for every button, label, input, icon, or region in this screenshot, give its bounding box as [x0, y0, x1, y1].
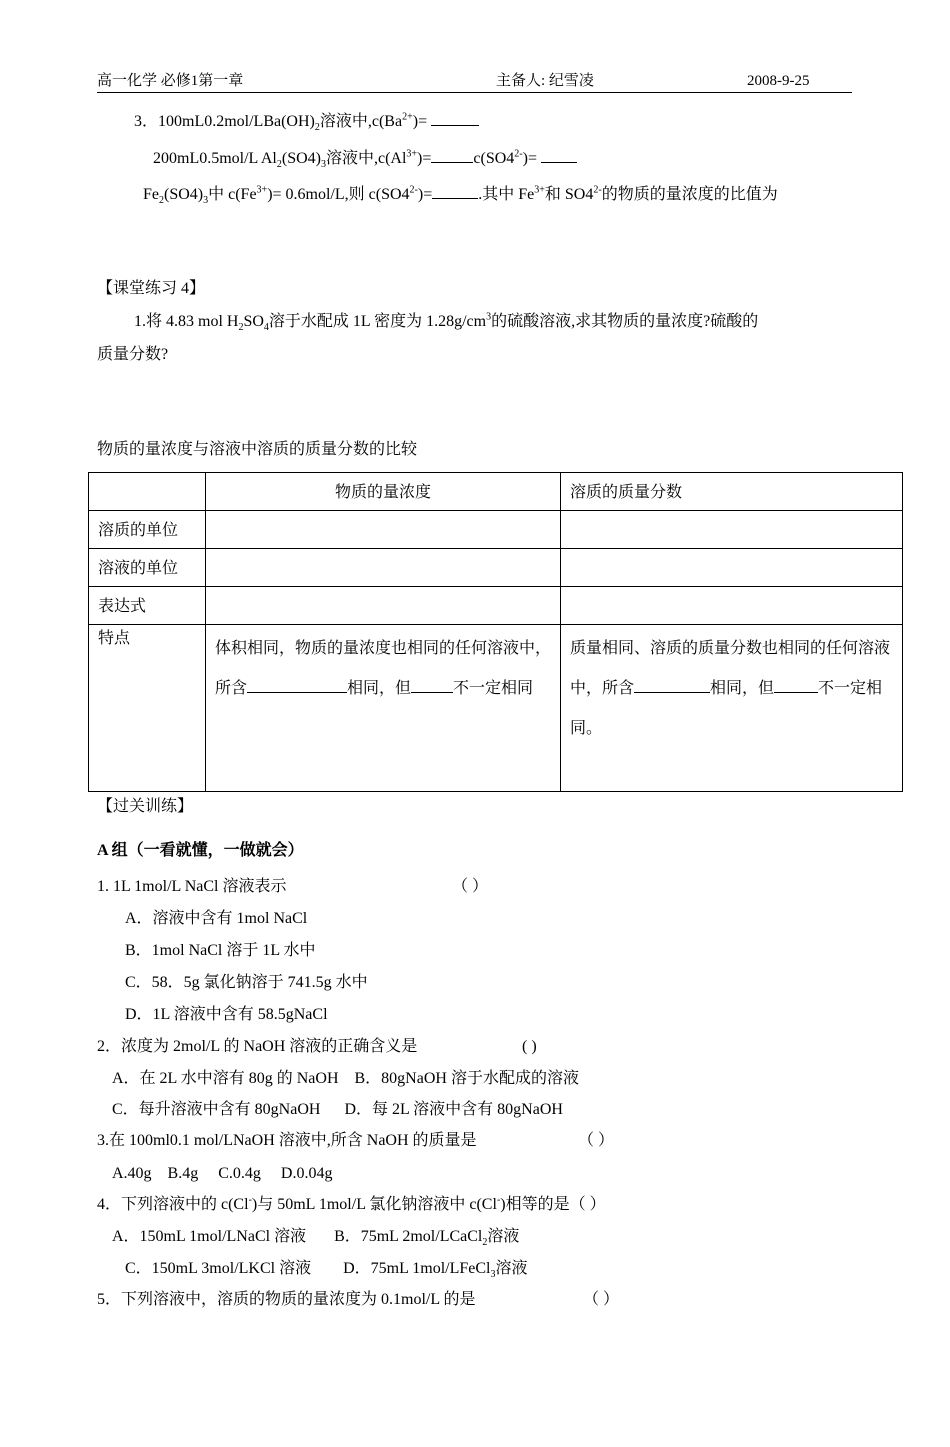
comparison-table [88, 472, 903, 792]
option-b: B．1mol NaCl 溶于 1L 水中 [125, 942, 316, 959]
answer-blank[interactable] [634, 678, 710, 693]
header-left: 高一化学 必修1第一章 [97, 73, 244, 89]
group-a-title: A 组（一看就懂，一做就会） [97, 842, 304, 859]
question-4: 4．下列溶液中的 c(Cl-)与 50mL 1mol/L 氯化钠溶液中 c(Cl-)相等的是（ ） [97, 1194, 606, 1213]
answer-blank[interactable] [431, 111, 479, 126]
header-author: 主备人: 纪雪凌 [496, 73, 594, 89]
practice4-title: 【课堂练习 4】 [97, 280, 206, 297]
answer-blank[interactable] [431, 148, 473, 163]
row-label: 表达式 [89, 587, 206, 625]
question-3: 3.在 100ml0.1 mol/LNaOH 溶液中,所含 NaOH 的质量是 [97, 1132, 477, 1149]
q3-line2: 200mL0.5mol/L $Al_2(SO4)_3$溶液中$,c(Al^{3+})= c(SO4^{2-})=$ [153, 148, 577, 169]
practice4-line2: 质量分数? [97, 346, 169, 363]
table-header-row [89, 473, 903, 511]
option-a: A．溶液中含有 1mol NaCl [125, 910, 308, 927]
answer-blank[interactable] [411, 678, 453, 693]
column-header: 溶质的质量分数 [561, 473, 903, 511]
q3-line3: $Fe_2(SO4)_3$中 $c(Fe^{3+})= 0.6mol/L$,则 $c(SO4^{2-})=$ .其中 $Fe^{3+}$和 $SO4^{2-}$的物质的量浓度的比值为 [143, 184, 778, 207]
answer-paren[interactable]: （ ） [452, 878, 489, 895]
option-c: C．58．5g 氯化钠溶于 741.5g 水中 [125, 974, 368, 991]
answer-cell[interactable] [206, 511, 561, 549]
header-rule [97, 92, 852, 93]
q3-line1: 3．$100mL0.2mol/LBa(OH)_2$溶液中$,c(Ba^{2+})=$ [134, 111, 479, 132]
feature-cell-mass-fraction: 质量相同、溶质的质量分数也相同的任何溶液中，所含 相同，但 不一定相同。 [561, 625, 903, 792]
option-d: D．1L 溶液中含有 58.5gNaCl [125, 1006, 328, 1023]
table-row [89, 511, 903, 549]
training-title: 【过关训练】 [97, 798, 194, 815]
answer-cell[interactable] [206, 587, 561, 625]
answer-paren[interactable]: （ ） [578, 1132, 615, 1149]
answer-blank[interactable] [247, 678, 347, 693]
question-1: 1. 1L 1mol/L NaCl 溶液表示 [97, 878, 287, 895]
answer-cell[interactable] [561, 587, 903, 625]
answer-blank[interactable] [774, 678, 818, 693]
question-2: 2．浓度为 2mol/L 的 NaOH 溶液的正确含义是 [97, 1038, 418, 1055]
table-row [89, 549, 903, 587]
table-corner-cell [89, 473, 206, 511]
practice4-line1: 1.将 4.83 mol $H_2SO_4$溶于水配成 1L 密度为 $1.28g/cm^3$的硫酸溶液,求其物质的量浓度?硫酸的 [134, 311, 759, 334]
answer-blank[interactable] [432, 184, 478, 199]
comparison-caption: 物质的量浓度与溶液中溶质的质量分数的比较 [97, 441, 418, 458]
table-row [89, 625, 903, 792]
column-header: 物质的量浓度 [206, 473, 561, 511]
answer-paren[interactable]: ( ) [522, 1038, 537, 1055]
options-cd: C．150mL 3mol/LKCl 溶液 D．75mL 1mol/LFeCl$_3$溶液 [125, 1260, 528, 1281]
row-label: 特点 [89, 625, 206, 792]
question-5: 5．下列溶液中，溶质的物质的量浓度为 0.1mol/L 的是 [97, 1291, 476, 1308]
options-ab: A．在 2L 水中溶有 80g 的 NaOH B．80gNaOH 溶于水配成的溶液 [112, 1070, 579, 1087]
table-row [89, 587, 903, 625]
feature-cell-molarity: 体积相同，物质的量浓度也相同的任何溶液中，所含 相同，但 不一定相同 [206, 625, 561, 792]
answer-paren[interactable]: （ ） [583, 1291, 620, 1308]
answer-cell[interactable] [561, 511, 903, 549]
answer-cell[interactable] [561, 549, 903, 587]
options-abcd: A.40g B.4g C.0.4g D.0.04g [112, 1165, 333, 1182]
answer-cell[interactable] [206, 549, 561, 587]
row-label: 溶质的单位 [89, 511, 206, 549]
options-cd: C．每升溶液中含有 80gNaOH D．每 2L 溶液中含有 80gNaOH [112, 1101, 563, 1118]
options-ab: A．150mL 1mol/LNaCl 溶液 B．75mL 2mol/LCaCl$_2$溶液 [112, 1228, 520, 1249]
answer-blank[interactable] [541, 148, 577, 163]
row-label: 溶液的单位 [89, 549, 206, 587]
header-date: 2008-9-25 [747, 73, 810, 89]
